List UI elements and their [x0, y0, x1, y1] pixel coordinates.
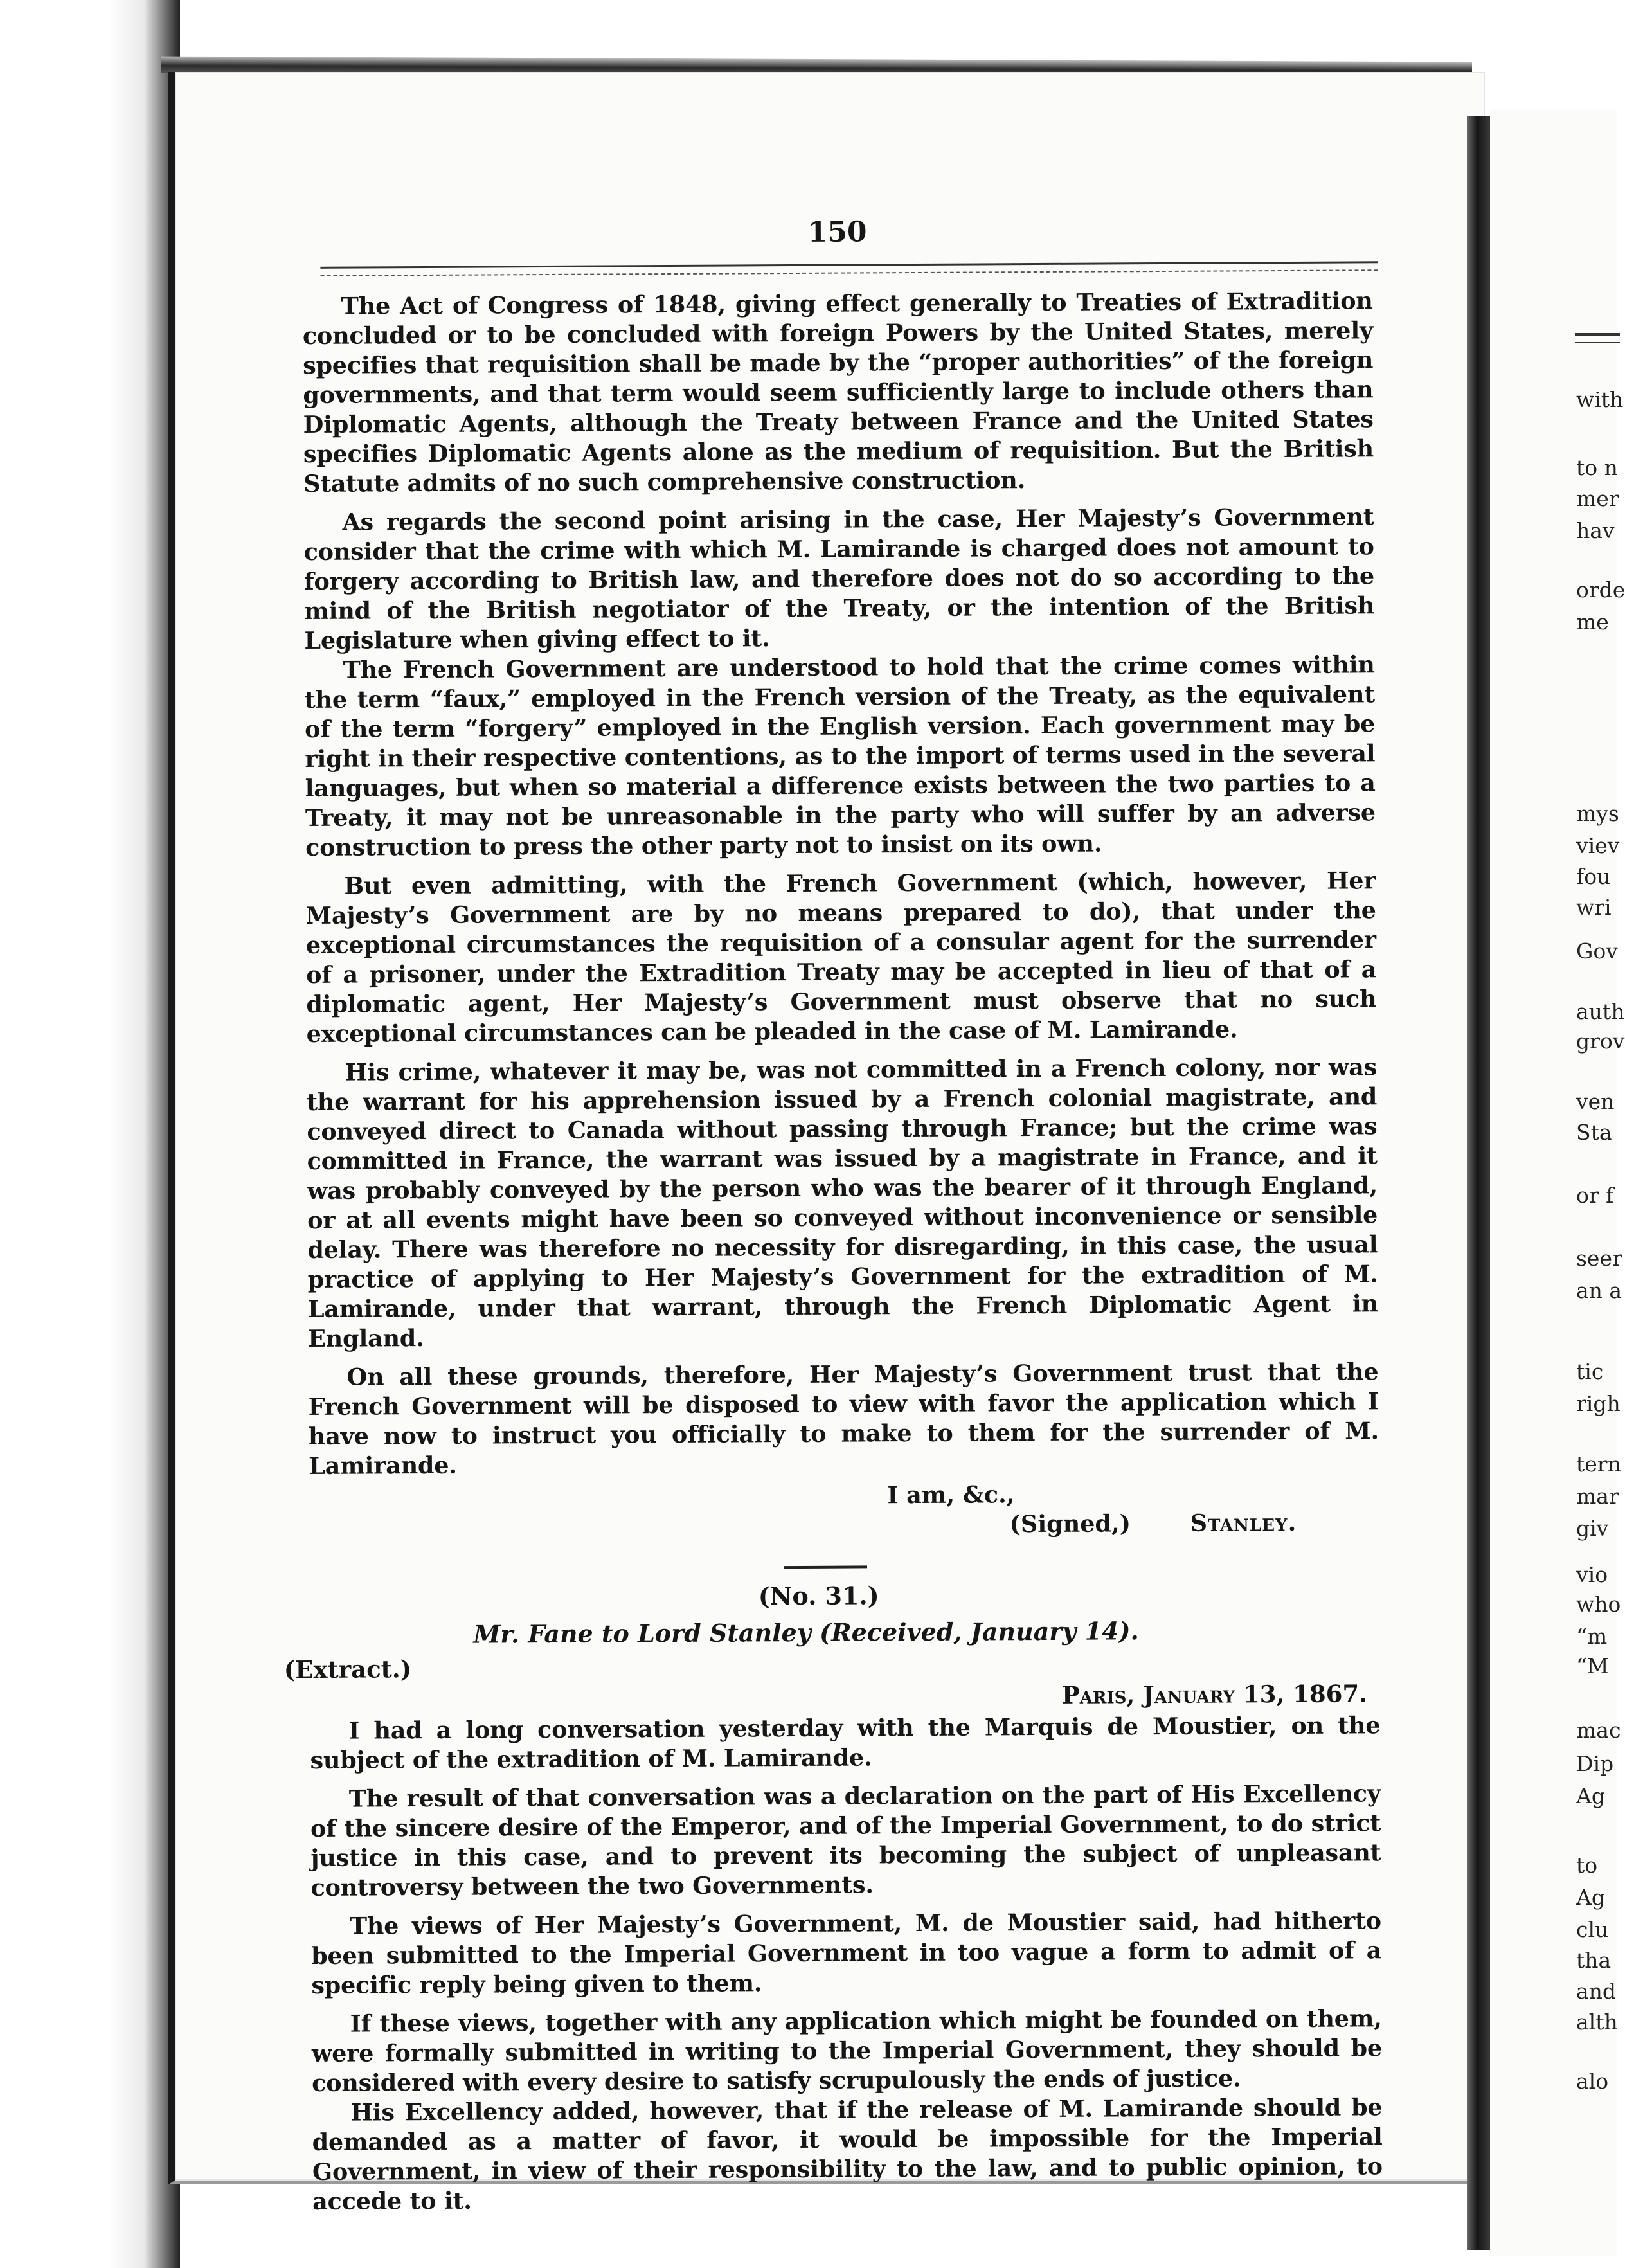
page-number: 150 [807, 215, 867, 249]
paragraph: The French Government are understood to hold that the crime comes within the term “faux,” employed in the French version of the Treaty, as the equivalent of the term “forgery” employed in the English version. Each government may be right in their respective contentions, as to the import of terms used in the several languages, but when so material a difference exists between the two parties to a Treaty, it may not be unreasonable in the party who will suffer by an adverse construction to press the other party not to insist on its own. [304, 651, 1376, 861]
next-page-fragment: ven [1576, 1089, 1615, 1114]
next-page-fragment: grov [1576, 1029, 1625, 1054]
next-page-fragment: or f [1576, 1183, 1614, 1208]
next-page-fragment: Sta [1576, 1120, 1612, 1145]
next-page-fragment: orde [1576, 577, 1625, 602]
paragraph: But even admitting, with the French Government (which, however, Her Majesty’s Government are by no means prepared to do), that under the exceptional circumstances the requisition of a consular agent for the surrender of a prisoner, under the Extradition Treaty may be accepted in lieu of that of a diplomatic agent, Her Majesty’s Government must observe that no such exceptional circumstances can be pleaded in the case of M. Lamirande. [305, 867, 1377, 1048]
next-page-fragment: “m [1576, 1624, 1608, 1649]
next-page-edge [1490, 109, 1625, 2256]
paragraph: His Excellency added, however, that if the release of M. Lamirande should be demanded as a matter of favor, it would be impossible for the Imperial Government, in view of their responsibility to the law, and to public opinion, to accede to it. [312, 2093, 1383, 2215]
paragraph: The Act of Congress of 1848, giving effect generally to Treaties of Extradition concluded or to be concluded with foreign Powers by the United States, merely specifies that requisition shall be made by the “proper authorities” of the foreign governments, and that term would seem sufficiently large to include others than Diplomatic Agents, although the Treaty between France and the United States specifies Diplomatic Agents alone as the medium of requisition. But the British Statute admits of no such comprehensive construction. [302, 287, 1374, 498]
next-page-fragment: seer [1576, 1246, 1622, 1271]
dispatch-body [310, 1711, 1383, 2217]
next-page-fragment: Dip [1576, 1751, 1614, 1776]
paragraph: His crime, whatever it may be, was not committed in a French colony, nor was the warrant for his apprehension issued by a French colonial magistrate, and conveyed direct to Canada without passing through France; but the crime was committed in France, the warrant was issued by a magistrate in France, and it was probably conveyed by the person who was the bearer of it through England, or at all events might have been so conveyed without inconvenience or sensible delay. There was therefore no necessity for disregarding, in this case, the usual practice of applying to Her Majesty’s Government for the extradition of M. Lamirande, under that warrant, through the French Diplomatic Agent in England. [307, 1053, 1378, 1353]
next-page-fragment: clu [1576, 1917, 1609, 1942]
next-page-fragment: an a [1576, 1278, 1622, 1303]
next-page-fragment: alo [1576, 2069, 1609, 2094]
book-gutter [1467, 116, 1490, 2250]
next-page-fragment: fou [1576, 864, 1611, 889]
paragraph: On all these grounds, therefore, Her Majesty’s Government trust that the French Government will be disposed to view with favor the application which I have now to instruct you officially to make to them for the surrender of M. Lamirande. [308, 1358, 1379, 1480]
paragraph: As regards the second point arising in the case, Her Majesty’s Government consider that the crime with which M. Lamirande is charged does not amount to forgery according to British law, and therefore does not do so according to the mind of the British negotiator of the Treaty, or the intention of the British Legislature when giving effect to it. [303, 503, 1375, 654]
next-page-fragment: wri [1576, 895, 1612, 920]
next-page-fragment: and [1576, 1979, 1617, 2004]
signature-line [309, 1508, 1379, 1543]
next-page-rule [1575, 333, 1620, 343]
next-page-fragment: to n [1576, 455, 1618, 480]
next-page-fragment: mys [1576, 801, 1619, 826]
next-page-fragment: Ag [1576, 1885, 1605, 1910]
paragraph: If these views, together with any application which might be founded on them, were formally submitted in writing to the Imperial Government, they should be considered with every desire to satisfy scrupulously the ends of justice. [311, 2004, 1383, 2097]
document-heading: Mr. Fane to Lord Stanley (Received, January 14). [473, 1616, 1139, 1649]
next-page-fragment: mac [1576, 1718, 1621, 1743]
next-page-fragment: Gov [1576, 939, 1618, 964]
next-page-fragment: mer [1576, 486, 1619, 511]
next-page-fragment: vio [1576, 1562, 1608, 1587]
next-page-fragment: alth [1576, 2010, 1618, 2035]
next-page-fragment: “M [1576, 1653, 1609, 1679]
next-page-fragment: tern [1576, 1452, 1621, 1477]
dateline: Paris, January 13, 1867. [1061, 1679, 1368, 1709]
next-page-fragment: viev [1576, 833, 1620, 858]
next-page-fragment: who [1576, 1592, 1621, 1617]
closing-salutation: I am, &c., [887, 1480, 1015, 1509]
next-page-fragment: mar [1576, 1484, 1619, 1509]
section-divider [783, 1565, 866, 1569]
paragraph: The views of Her Majesty’s Government, M. de Moustier said, had hitherto been submitted to the Imperial Government in too vague a form to admit of a specific reply being given to them. [311, 1907, 1382, 1999]
next-page-fragment: with [1576, 387, 1624, 412]
letter-body [303, 286, 1379, 1481]
next-page-fragment: Ag [1576, 1783, 1605, 1808]
next-page-fragment: me [1576, 609, 1609, 634]
next-page-fragment: righ [1576, 1391, 1621, 1416]
next-page-fragment: to [1576, 1853, 1598, 1878]
signed-label: (Signed,) [1009, 1509, 1131, 1538]
signature-name: Stanley. [1190, 1508, 1297, 1537]
paragraph: I had a long conversation yesterday with the Marquis de Moustier, on the subject of the extradition of M. Lamirande. [310, 1711, 1381, 1774]
next-page-fragment: tic [1576, 1359, 1604, 1384]
next-page-fragment: hav [1576, 518, 1615, 543]
next-page-fragment: giv [1576, 1516, 1609, 1541]
page-content [283, 213, 1383, 2217]
scan-edge-left [0, 0, 180, 2268]
header-rule [320, 261, 1378, 276]
next-page-fragment: tha [1576, 1948, 1612, 1973]
document-number: (No. 31.) [758, 1581, 879, 1611]
extract-row [283, 1649, 1380, 1716]
letter-closing [309, 1478, 1379, 1543]
extract-label: (Extract.) [283, 1655, 412, 1684]
paragraph: The result of that conversation was a declaration on the part of His Excellency of the sincere desire of the Emperor, and of the Imperial Government, to do strict justice in this case, and to prevent its becoming the subject of unpleasant controversy between the two Governments. [310, 1779, 1381, 1902]
next-page-fragment: auth [1576, 999, 1625, 1024]
